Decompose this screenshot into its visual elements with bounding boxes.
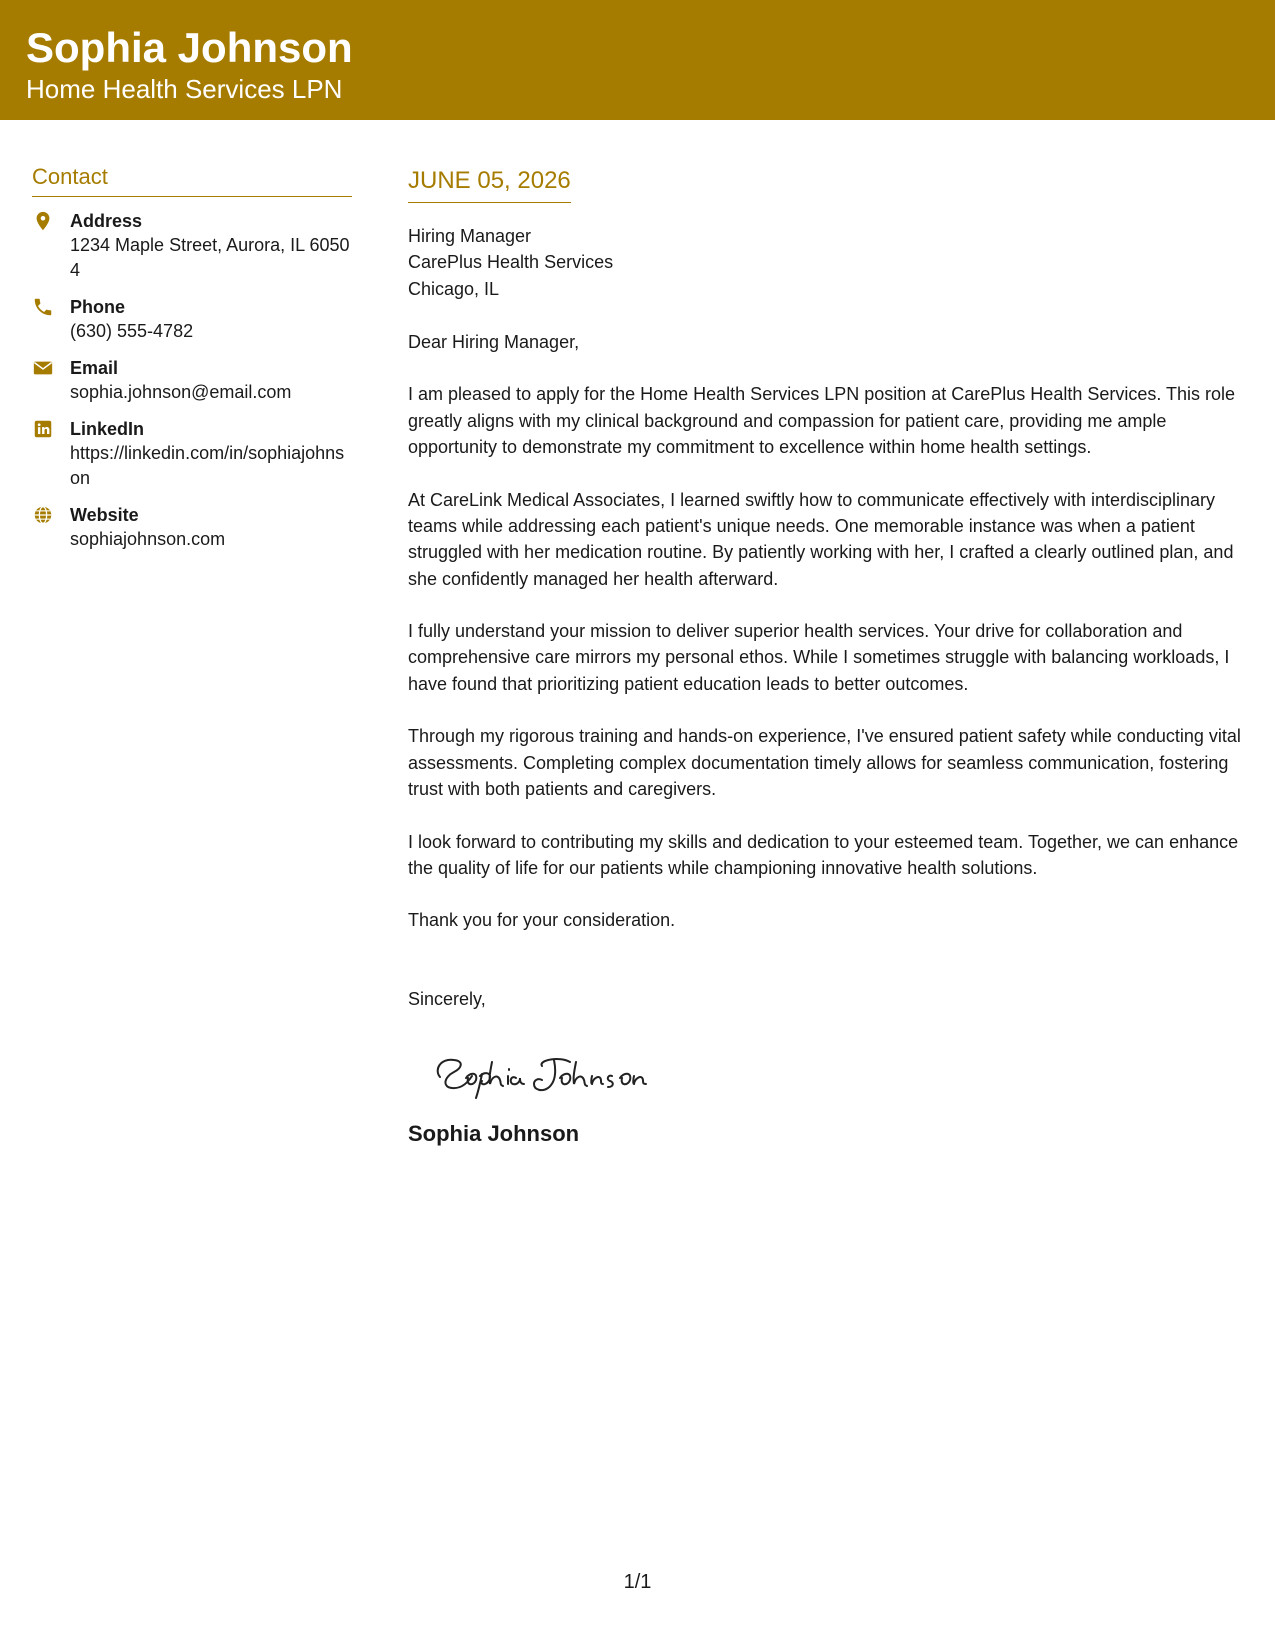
recipient-line: CarePlus Health Services xyxy=(408,252,614,273)
applicant-name: Sophia Johnson xyxy=(26,24,353,71)
contact-value-phone: (630) 555-4782 xyxy=(70,321,194,341)
signer-name: Sophia Johnson xyxy=(408,1121,580,1147)
header-banner xyxy=(0,0,1275,120)
closing: Sincerely, xyxy=(408,988,486,1009)
contact-section-title: Contact xyxy=(32,160,352,197)
contact-value-website: sophiajohnson.com xyxy=(70,529,226,549)
letter-paragraph: I am pleased to apply for the Home Health Services LPN position at CarePlus Health Services. This role greatly aligns with my clinical background and compassion for patient care, providing me ample opportunity to demonstrate my commitment to excellence within home health settings. xyxy=(408,384,1236,458)
contact-label-address: Address xyxy=(70,211,143,231)
contact-value-linkedin: https://linkedin.com/in/sophiajohnson xyxy=(70,443,345,488)
recipient-block xyxy=(408,223,1248,302)
contact-item-phone xyxy=(32,295,352,344)
phone-icon xyxy=(32,296,54,318)
globe-icon xyxy=(32,504,54,526)
letter-date: JUNE 05, 2026 xyxy=(408,164,571,203)
contact-sidebar xyxy=(32,160,352,564)
contact-value-email: sophia.johnson@email.com xyxy=(70,382,292,402)
linkedin-icon xyxy=(32,418,54,440)
envelope-icon xyxy=(32,357,54,379)
letter-paragraph: I look forward to contributing my skills and dedication to your esteemed team. Together, we can enhance the quality of life for our patients while championing innovative health solutions. xyxy=(408,831,1239,878)
location-pin-icon xyxy=(32,210,54,232)
contact-label-linkedin: LinkedIn xyxy=(70,419,145,439)
letter-paragraph: I fully understand your mission to deliver superior health services. Your drive for collaboration and comprehensive care mirrors my personal ethos. While I sometimes struggle with balancing workloads, I have found that prioritizing patient education leads to better outcomes. xyxy=(408,621,1230,694)
contact-item-linkedin xyxy=(32,417,352,491)
recipient-line: Hiring Manager xyxy=(408,226,532,246)
letter-paragraph: Through my rigorous training and hands-on experience, I've ensured patient safety while conducting vital assessments. Completing complex documentation timely allows for seamless communication, fostering trust with both patients and caregivers. xyxy=(408,726,1241,799)
contact-label-phone: Phone xyxy=(70,297,126,317)
contact-label-website: Website xyxy=(70,505,139,525)
greeting: Dear Hiring Manager, xyxy=(408,331,580,352)
contact-item-address xyxy=(32,209,352,283)
letter-body xyxy=(408,164,1248,1149)
recipient-line: Chicago, IL xyxy=(408,278,500,299)
contact-value-address: 1234 Maple Street, Aurora, IL 60504 xyxy=(70,235,350,280)
contact-label-email: Email xyxy=(70,358,119,378)
contact-item-website xyxy=(32,503,352,552)
letter-paragraph: At CareLink Medical Associates, I learned swiftly how to communicate effectively with interdisciplinary teams while addressing each patient's unique needs. One memorable instance was when a patient struggled with her medication routine. By patiently working with her, I crafted a clearly outlined plan, and she confidently managed her health afterward. xyxy=(408,489,1234,589)
page-number: 1/1 xyxy=(623,1571,652,1593)
letter-paragraph: Thank you for your consideration. xyxy=(408,910,676,931)
handwritten-signature xyxy=(420,1032,660,1102)
contact-item-email xyxy=(32,356,352,405)
job-title: Home Health Services LPN xyxy=(26,74,343,104)
